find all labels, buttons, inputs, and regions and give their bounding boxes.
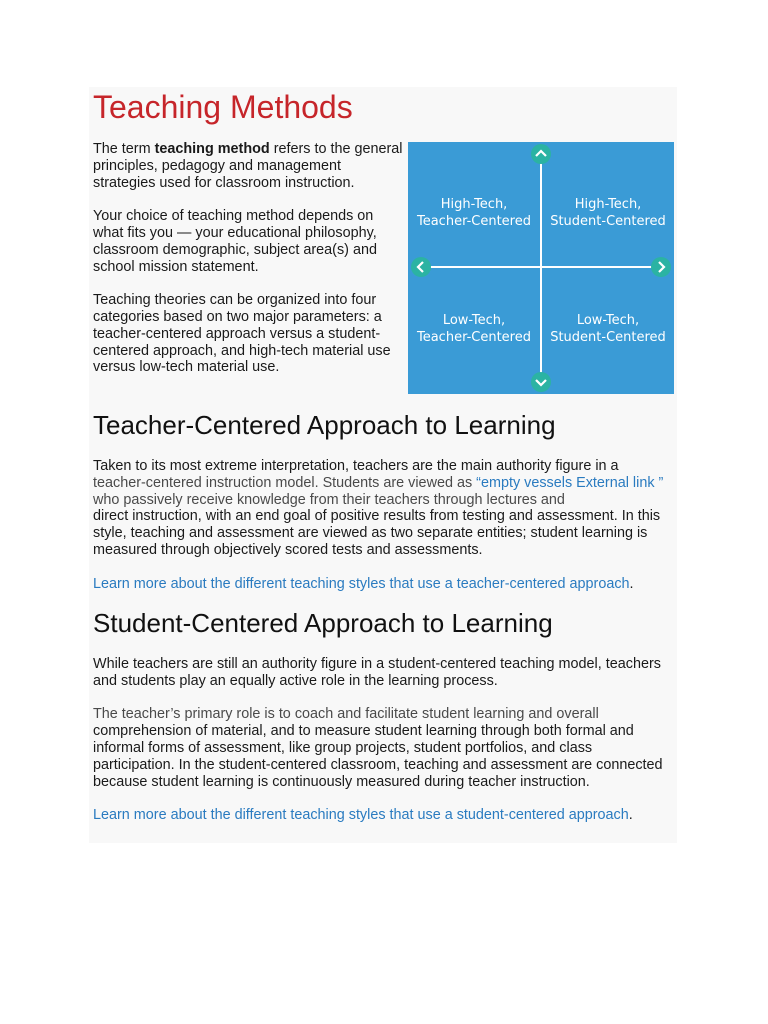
- quadrant-bottom-right: [543, 312, 673, 346]
- quadrant-bottom-right-line-2: Student-Centered: [550, 330, 666, 345]
- student-p2-part-a: The teacher’s primary role is to coach and facilitate student learning and overall: [93, 706, 599, 723]
- student-centered-heading: Student-Centered Approach to Learning: [93, 608, 553, 638]
- student-centered-learn-more-link[interactable]: Learn more about the different teaching styles that use a student-centered approach: [93, 807, 629, 824]
- quadrant-bottom-right-line-1: Low-Tech,: [576, 313, 640, 328]
- empty-vessels-link[interactable]: “empty vessels External link ”: [476, 474, 664, 491]
- student-centered-paragraph-2: [93, 706, 675, 790]
- quadrant-top-right: [543, 196, 673, 230]
- quadrant-top-left-line-1: High-Tech,: [440, 197, 508, 212]
- quadrant-top-right-line-1: High-Tech,: [574, 197, 642, 212]
- chevron-right-icon: [651, 257, 671, 277]
- intro-text: [93, 141, 403, 393]
- quadrant-bottom-left-line-1: Low-Tech,: [442, 313, 506, 328]
- teacher-centered-heading: Teacher-Centered Approach to Learning: [93, 410, 556, 440]
- student-p2-part-b: comprehension of material, and to measure student learning through both formal and informal forms of assessment, like group projects, student portfolios, and class participation. In the student-centered classroom, teaching and assessment are connected because student learning is continuously measured during teacher instruction.: [93, 723, 663, 790]
- teaching-methods-quadrant-diagram: [408, 142, 674, 394]
- teacher-p1-part-c: who passively receive knowledge from their teachers through lectures and: [93, 491, 565, 508]
- intro-paragraph-2: Your choice of teaching method depends on what fits you — your educational philosophy, classroom demographic, subject area(s) and school mission statement.: [93, 208, 377, 275]
- teacher-p1-part-d: direct instruction, with an end goal of positive results from testing and assessment. In this style, teaching and assessment are viewed as two separate entities; student learning is measured through objectively scored tests and assessments.: [93, 508, 661, 558]
- vertical-axis-line: [540, 156, 542, 380]
- student-learn-more-paragraph: [93, 807, 675, 824]
- intro-paragraph-3: Teaching theories can be organized into four categories based on two major parameters: a teacher-centered approach versus a student-centered approach, and high-tech material use versus low-tech material use.: [93, 292, 391, 376]
- teacher-learn-more-paragraph: [93, 576, 675, 593]
- page-title: Teaching Methods: [93, 89, 353, 125]
- teacher-centered-body: [93, 458, 675, 609]
- teacher-centered-learn-more-link[interactable]: Learn more about the different teaching styles that use a teacher-centered approach: [93, 575, 630, 592]
- horizontal-axis-line: [422, 266, 662, 268]
- teacher-learn-more-period: .: [629, 575, 634, 592]
- student-centered-paragraph-1: While teachers are still an authority figure in a student-centered teaching model, teachers and students play an equally active role in the learning process.: [93, 656, 661, 689]
- quadrant-bottom-left: [409, 312, 539, 346]
- intro-paragraph-1: [93, 141, 403, 191]
- chevron-up-icon: [531, 144, 551, 164]
- student-centered-body: [93, 656, 675, 841]
- quadrant-top-right-line-2: Student-Centered: [550, 214, 666, 229]
- teacher-p1-part-a: Taken to its most extreme interpretation, teachers are the main authority figure in a: [93, 458, 619, 474]
- intro-p1-after: refers to the general principles, pedagogy and management strategies used for classroom instruction.: [93, 141, 403, 191]
- chevron-left-icon: [411, 257, 431, 277]
- intro-p1-bold-term: teaching method: [154, 141, 270, 157]
- student-learn-more-period: .: [628, 807, 633, 824]
- quadrant-top-left-line-2: Teacher-Centered: [416, 214, 531, 229]
- quadrant-top-left: [409, 196, 539, 230]
- quadrant-bottom-left-line-2: Teacher-Centered: [416, 330, 531, 345]
- teacher-centered-paragraph: [93, 458, 675, 559]
- teacher-p1-part-b: teacher-centered instruction model. Students are viewed as: [93, 474, 477, 491]
- intro-p1-before: The term: [93, 141, 155, 157]
- chevron-down-icon: [531, 372, 551, 392]
